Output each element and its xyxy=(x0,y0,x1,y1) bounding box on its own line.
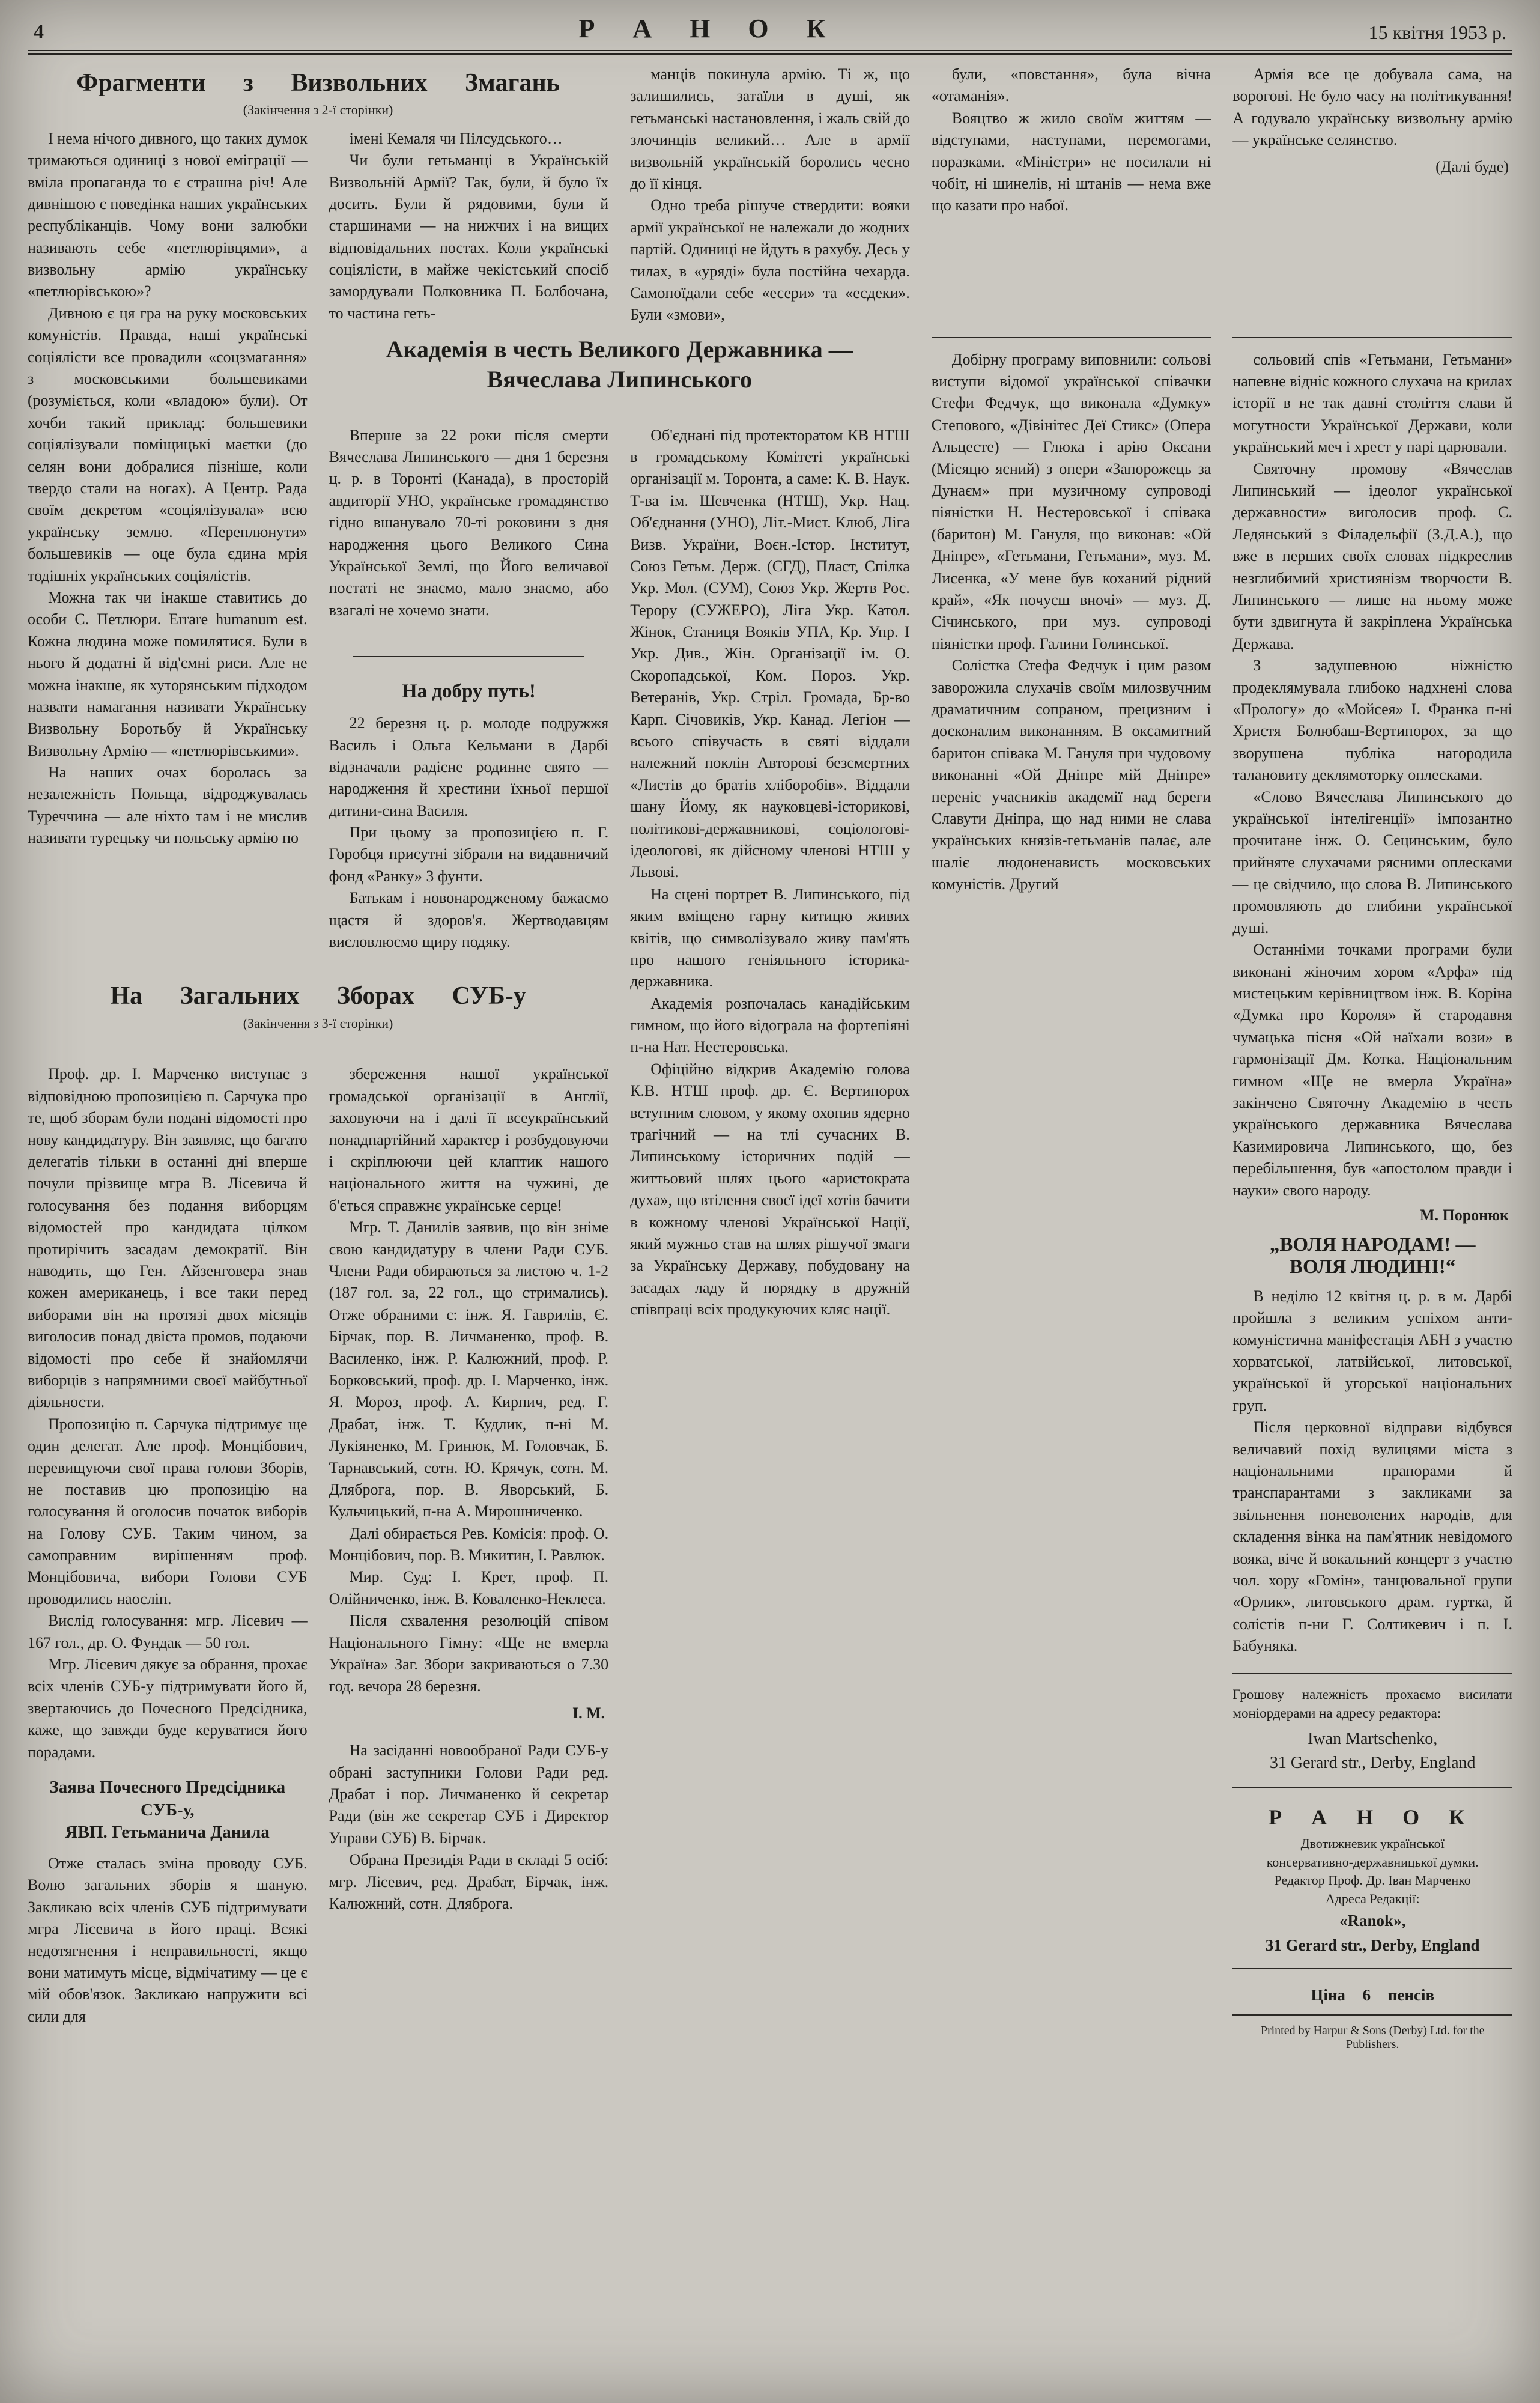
zayava-text xyxy=(28,1853,308,2028)
remittance-street: 31 Gerard str., Derby, England xyxy=(1269,1754,1476,1773)
paragraph: Обрана Президія Ради в складі 5 осіб: мгр. Лісевич, ред. Драбат, Бірчак, інж. Калюжний, сотн. Дляброга. xyxy=(329,1851,609,1912)
paragraph: «Слово Вячеслава Липинського до української інтелігенції» імпозантно прочитане інж. О. Сецинським, було прийняте слухачами рясними оплесками — це свідчило, що слова В. Липинського промовляють до глибини української душі. xyxy=(1232,788,1512,937)
article-continuation-note: (Закінчення з 2-ї сторінки) xyxy=(243,102,393,118)
paragraph: Вислід голосування: мгр. Лісевич — 167 гол., др. О. Фундак — 50 гол. xyxy=(28,1612,308,1651)
header-rule-thick xyxy=(28,53,1512,55)
akademia-column-2 xyxy=(630,425,910,2052)
paragraph: імені Кемаля чи Пілсудського… xyxy=(349,129,563,147)
divider xyxy=(353,656,585,657)
divider xyxy=(1232,1787,1512,1788)
imprint-address-line1: «Ranok», xyxy=(1339,1912,1406,1930)
paragraph: 22 березня ц. р. молоде подружжя Василь і Ольга Кельмани в Дарбі відзначали радісне родинне свято — народження й хрестини їхньої першої дитини-сина Василя. xyxy=(329,714,609,819)
column-5-stack xyxy=(1232,326,1512,2052)
paragraph: манців покинула армію. Ті ж, що залишились, затаїли в душі, як гетьманські настановлення, і жаль свій до злочинців великий… Але в армії визвольній українській боролись чесно до її кінця. xyxy=(630,65,910,192)
fragmenty-column-2 xyxy=(329,128,609,326)
akademia-column-3-text xyxy=(932,349,1211,896)
akademia-byline: М. Поронюк xyxy=(1419,1206,1509,1224)
article-title xyxy=(329,326,910,401)
paragraph: При цьому за пропозицією п. Г. Горобця присутні зібрали на видавничий фонд «Ранку» 3 фунти. xyxy=(329,824,609,885)
volya-title xyxy=(1232,1224,1512,1286)
paragraph: збереження нашої української громадської організації в Англії, заховуючи на і далі її всеукраїнський понадпартійний характер і розбудовуючи і скріплюючи цей клаптик нашого національного життя на чужині, де б'ється справжнє українське серце! xyxy=(329,1065,609,1214)
paragraph: Об'єднані під протекторатом КВ НТШ в громадському Комітеті українські організації м. Торонта, а саме: К. В. Наук. Т-ва ім. Шевченка (НТШ), Укр. Нац. Об'єднання (УНО), Літ.-Мист. Клюб, Ліга Визв. України, Воєн.-Істор. Інститут, Союз Гетьм. Держ. (СГД), Пласт, Спілка Укр. Мол. (СУМ), Союз Укр. Жертв Рос. Терору (СУЖЕРО), Ліга Укр. Катол. Жінок, Станиця Вояків УПА, Кр. Упр. І Укр. Див., Жін. Організації ім. О. Скоропадської, Ком. Пороз. Укр. Ветеранів, Укр. Стріл. Громада, Бр-во Карп. Січовиків, Укр. Канад. Легіон — всього співучасть в святі віддали належний поклін Авторові безсмертних «Листів до братів хліборобів». Віддали шану Йому, як науковцеві-історикові, політикові-державникові, соціологові-ідеологові, як дійсному членові НТШ у Львові. xyxy=(630,426,910,881)
akademia-column-1 xyxy=(329,425,609,645)
page-number: 4 xyxy=(34,21,44,43)
paragraph: Мгр. Лісевич дякує за обрання, прохає всіх членів СУБ-у підтримувати його й, звертаючись до Почесного Предсідника, каже, що завжди буде керуватися його порадами. xyxy=(28,1656,308,1761)
paragraph: Академія розпочалась канадійським гимном, що його відограла на фортепіяні п-на Нат. Нестеровська. xyxy=(630,994,910,1056)
imprint-desc-line1: Двотижневик української xyxy=(1300,1835,1445,1851)
akademia-column-4 xyxy=(1232,349,1512,1202)
subu-initials: І. М. xyxy=(572,1704,605,1722)
paragraph: Дивною є ця гра на руку московських комуністів. Правда, наші українські соціялісти все провадили «соцзмагання» з московськими большевиками (розуміється, коли «владою» були). От хочби такий приклад: большевики соціялізували поміщицькі маєтки (до селян вони добралися пізніше, коли твердо стали на ногах). А Центр. Рада своїм декретом «соціялізувала» всю українську землю. «Переплюнути» большевиків — оце була єдина мрія тодішніх українських соціялістів. xyxy=(28,304,308,585)
page-columns xyxy=(28,64,1512,2052)
paragraph: були, «повстання», була вічна «отаманія». xyxy=(931,65,1211,105)
paragraph: Отже сталась зміна проводу СУБ. Волю загальних зборів я шаную. Закликаю всіх членів СУБ підтримувати мгра Лісевича в його праці. Всякі недотягнення і неправильності, якщо вони матимуть місце, відмічатиму — це є мій обов'язок. Закликаю напружити всі сили для xyxy=(28,1855,308,2025)
article-akademia-header xyxy=(329,326,910,425)
price-line: Ціна 6 пенсів xyxy=(1311,1986,1435,2005)
remittance-address xyxy=(1232,1722,1512,1776)
zayava-title-line2: СУБ-у, xyxy=(141,1800,195,1820)
article-continuation-note: (Закінчення з 3-ї сторінки) xyxy=(243,1015,393,1031)
paragraph: Святочну промову «Вячеслав Липинський — ідеолог української державности» виголосив проф. С. Ледянський з Філадельфії (З.Д.А.), що вже в перших своїх словах підкреслив незглибимий християнізм творчости В. Липинського — лише на ньому може бути здвигнута й закріплена Українська Держава. xyxy=(1232,460,1512,652)
page-header xyxy=(28,10,1512,50)
subu-column-2 xyxy=(329,1063,609,2052)
akademia-column-3 xyxy=(932,326,1211,2052)
imprint-address-label: Адреса Редакції: xyxy=(1325,1891,1420,1907)
fragmenty-column-5-text xyxy=(1232,64,1512,151)
fragmenty-column-5 xyxy=(1232,64,1512,326)
volya-title-line1: „ВОЛЯ НАРОДАМ! — xyxy=(1269,1233,1476,1256)
subu-council-note xyxy=(329,1740,609,1915)
paragraph: Армія все це добувала сама, на ворогові. Не було часу на політикування! А годувало українську визвольну армію — українське селянство. xyxy=(1232,65,1512,149)
paragraph: І нема нічого дивного, що таких думок тримаються одиниці з нової еміграції — вміла пропаганда то є страшна річ! Але дивнішою є поведінка наших українських республіканців. Чому вони залюбки називають себе «петлюрівцями», а визвольну армію українську «петлюрівською»? xyxy=(28,129,308,300)
fragmenty-column-1 xyxy=(28,128,308,977)
nadobru-title: На добру путь! xyxy=(401,680,536,702)
masthead-title: Р А Н О К xyxy=(578,14,841,43)
paragraph: На сцені портрет В. Липинського, під яким вміщено гарну китицю живих квітів, що символізувало живу пам'ять про нашого геніяльного історика-державника. xyxy=(630,885,910,991)
zayava-title-line3: ЯВП. Гетьманича Данила xyxy=(65,1823,270,1843)
paragraph: На наших очах боролась за незалежність Польща, відроджувалась Туреччина — але ніхто там і не мислив називати турецьку чи польську армію по xyxy=(28,764,308,847)
to-be-continued-note: (Далі буде) xyxy=(1435,157,1509,175)
paragraph: В неділю 12 квітня ц. р. в м. Дарбі пройшла з великим успіхом анти-комуністична маніфестація АБН з участю хорватської, латвійської, литовської, української й угорської національних груп. xyxy=(1232,1287,1512,1414)
fragmenty-column-4 xyxy=(932,64,1211,326)
paragraph: сольовий спів «Гетьмани, Гетьмани» напевне відніс кожного слухача на крилах історії в не так давні століття слави й могутности Української Держави, коли український меч і хрест у парі царювали. xyxy=(1232,350,1512,456)
divider xyxy=(1232,1968,1512,1969)
paragraph: Офіційно відкрив Академію голова К.В. НТШ проф. др. Є. Вертипорох вступним словом, у якому охопив ядерно трагічний — на тлі сучасних В. Липинському історичних подій — життьовий шлях цього «аристократа духа», що втілення своєї ідеї хотів бачити в кожному членові Української Нації, який мужньо став на шлях рішучої змаги за Українську Державу, побудовану на засадах ладу й порядку в дружній співпраці всіх продукуючих кляс нації. xyxy=(630,1060,910,1319)
paragraph: Вояцтво ж жило своїм життям — відступами, наступами, перемогами, поразками. «Міністри» не посилали ні чобіт, ні шинелів, ні штанів — нема вже що казати про набої. xyxy=(931,109,1211,214)
akademia-title-line2: Вячеслава Липинського xyxy=(487,365,752,393)
imprint-editor: Редактор Проф. Др. Іван Марченко xyxy=(1274,1873,1471,1888)
paragraph: Добірну програму виповнили: сольові виступи відомої української співачки Стефи Федчук, що виконала «Думку» Степового, «Дівінітес Деї Стикс» (Опера Альцесте) — Глюка і арію Оксани (Місяцю ясний) з опери «Запорожець за Дунаєм» при музичному супроводі піяністки Н. Нестеровської і співака (баритон) М. Гануля, що виконав: «Ой Дніпре», «Гетьмани, Гетьмани», муз. М. Лисенка, «У мене був коханий рідний край», «Як почуєш вночі» — муз. Д. Січинського, при муз. супроводі піяністки проф. Галини Голинської. xyxy=(931,350,1211,652)
remittance-note: Грошову належність прохаємо висилати моніордерами на адресу редактора: xyxy=(1232,1686,1512,1721)
subu-column-1 xyxy=(28,1063,308,2052)
paragraph: Далі обирається Рев. Комісія: проф. О. Монцібович, пор. В. Микитин, І. Равлюк. xyxy=(329,1524,609,1564)
article-subu-header xyxy=(28,977,608,1063)
zayava-title xyxy=(28,1763,308,1853)
paragraph: Після схвалення резолюцій співом Національного Гімну: «Ще не вмерла Україна» Заг. Збори закриваються о 7.30 год. вечора 28 березня. xyxy=(329,1612,609,1695)
paragraph: З задушевною ніжністю продеклямувала глибоко надхнені слова «Прологу» до «Мойсея» І. Франка п-ні Христя Болюбаш-Вертипорох, за що зворушена публіка нагородила талановиту деклямоторку оплесками. xyxy=(1232,657,1512,784)
subu-column-1-text xyxy=(28,1063,308,1763)
nadobru-text xyxy=(329,712,609,953)
paragraph: Одно треба рішуче ствердити: вояки армії української не належали до жодних партій. Одиниці не йдуть в рахубу. Десь у тилах, в «уряді» була постійна чехарда. Самопоїдали себе «есери» та «есдеки». Були «змови», xyxy=(630,196,910,324)
paragraph: Мгр. Т. Данилів заявив, що він зніме свою кандидатуру в члени Ради СУБ. Члени Ради обираються за листою ч. 1-2 (187 гол. за, 22 гол., що стримались). Отже обраними є: інж. Я. Гаврилів, Є. Бірчак, пор. В. Личманенко, проф. В. Василенко, інж. Р. Калюжний, проф. Р. Борковський, проф. др. І. Марченко, інж. Я. Мороз, проф. А. Кирпич, ред. Г. Драбат, інж. Т. Кудлик, п-ні М. Лукіяненко, М. Гринюк, М. Головчак, Б. Тарнавський, сотн. Ю. Крячук, сотн. М. Дляброга, пор. В. Яворський, Б. Кульчицький, п-на А. Мирошниченко. xyxy=(329,1218,609,1520)
imprint-desc-line2: консервативно-державницької думки. xyxy=(1266,1854,1479,1870)
paragraph: Батькам і новонародженому бажаємо щастя й здоров'я. Жертводавцям висловлюємо щиру подяку. xyxy=(329,889,609,951)
paragraph: Останніми точками програми були виконані жіночим хором «Арфа» під мистецьким керівництвом інж. В. Коріна «Думка про Короля» й стародавня чумацька пісня «Ой наїхали вози» в гармонізації Дм. Котка. Національним гимном «Ще не вмерла Україна» закінчено Святочну Академію в честь українського державника Вячеслава Казимировича Липинського, що, без перебільшення, був «апостолом правди і науки» свого народу. xyxy=(1232,941,1512,1199)
printer-line: Printed by Harpur & Sons (Derby) Ltd. for the Publishers. xyxy=(1260,2024,1485,2052)
volya-title-line2: ВОЛЯ ЛЮДИНІ!“ xyxy=(1290,1256,1456,1278)
issue-date: 15 квітня 1953 р. xyxy=(1368,22,1506,43)
paragraph: Пропозицію п. Сарчука підтримує ще один делегат. Але проф. Монцібович, перевищуючи свої права голови Зборів, не поставив цю пропозицію на голосування й оголосив початок виборів на Голову СУБ. Таким чином, за самоправним вирішенням проф. Монцібовича, вибори Голови СУБ проводились наосліп. xyxy=(28,1415,308,1608)
divider xyxy=(1232,337,1512,338)
akademia-title-line1: Академія в честь Великого Державника — xyxy=(386,335,853,363)
article-title: Фрагменти з Визвольних Змагань xyxy=(76,69,560,97)
paragraph: Після церковної відправи відбувся величавий похід вулицями міста з національними прапорами й транспарантами з закликами за звільнення поневолених народів, для складення вінка на пам'ятник невідомого вояка, віче й вокальний концерт з участю чол. хору «Гомін», танцювальної групи «Орлик», литовського драм. гуртка, й солістів п-ни Г. Солтикевич і п. І. Бабуняка. xyxy=(1232,1418,1512,1655)
article-title: На Загальних Зборах СУБ-у xyxy=(110,982,526,1010)
fragmenty-column-3 xyxy=(630,64,910,326)
subu-column-2-text xyxy=(329,1063,609,1697)
divider xyxy=(1232,2014,1512,2016)
paragraph: Солістка Стефа Федчук і цим разом заворожила слухачів своїм милозвучним драматичним сопраном, прецизним і досконалим виконанням. В оксамитний баритон співака М. Гануля при чудовому виконанні «Ой Дніпре мій Дніпре» переніс учасників академії над береги Славути Дніпра, що над ними не слава українських князів-гетьманів палає, але шаліє людоненависть московських комуністів. Другий xyxy=(931,657,1211,893)
paragraph: Проф. др. І. Марченко виступає з відповідною пропозицією п. Сарчука про те, щоб зборам були подані відомості про нову кандидатуру. Він заявляє, що багато делегатів тільки в останні дні вперше почули прізвище мгра В. Лісевича й голосування без подання виборцям відомостей про кандидата цілком протирічить засадам демократії. Він наводить, що Ген. Айзенговера знав кожен американець, і все таки перед виборами він на протязі двох місяців виголосив понад двіста промов, подаючи відомості про себе й знайомлячи виборців з напрямними своєї майбутньої діяльности. xyxy=(28,1065,308,1411)
article-nadobru xyxy=(329,645,609,977)
paragraph: Мир. Суд: І. Крет, проф. П. Олійниченко, інж. В. Коваленко-Неклеса. xyxy=(329,1568,609,1608)
header-rule-thin xyxy=(28,50,1512,51)
imprint-address-line2: 31 Gerard str., Derby, England xyxy=(1265,1936,1480,1954)
paragraph: На засіданні новообраної Ради СУБ-у обрані заступники Голови Ради ред. Драбат і пор. Личманенко й секретар Ради (він же секретар СУБ і Директор Управи СУБ) В. Бірчак. xyxy=(329,1742,609,1847)
imprint-title: Р А Н О К xyxy=(1269,1805,1477,1829)
paragraph: Вперше за 22 роки після смерти Вячеслава Липинського — дня 1 березня ц. р. в Торонті (Канада), в просторій авдиторії УНО, українське громадянство гідно вшанувало 70-ті роковини з дня народження цього Великого Сина Української Землі, що Його величавої постаті не знаємо, мало знаємо, або взагалі не хочемо знати. xyxy=(329,426,609,619)
article-fragmenty-header xyxy=(28,64,608,128)
paragraph: Можна так чи інакше ставитись до особи С. Петлюри. Errare humanum est. Кожна людина може помилятися. Були в нього й додатні й від'ємні риси. Але не можна інакше, як хуторянським підходом назвати намагання називати Українську Визвольну Боротьбу й Українську Визвольну Армію — «петлюрівськими». xyxy=(28,588,308,759)
paragraph: Чи були гетьманці в Українській Визвольній Армії? Так, були, й було їх досить. Були й рядовими, були й старшинами — на нижчих і на вищих відповідальних постах. Коли українські соціялісти, в майже чекістський спосіб замордували Полковника П. Болбочана, то частина геть- xyxy=(329,151,609,322)
divider xyxy=(932,337,1211,338)
zayava-title-line1: Заява Почесного Предсідника xyxy=(49,1777,286,1797)
remittance-name: Iwan Martschenko, xyxy=(1308,1729,1438,1748)
volya-text xyxy=(1232,1286,1512,1657)
divider xyxy=(1232,1673,1512,1674)
